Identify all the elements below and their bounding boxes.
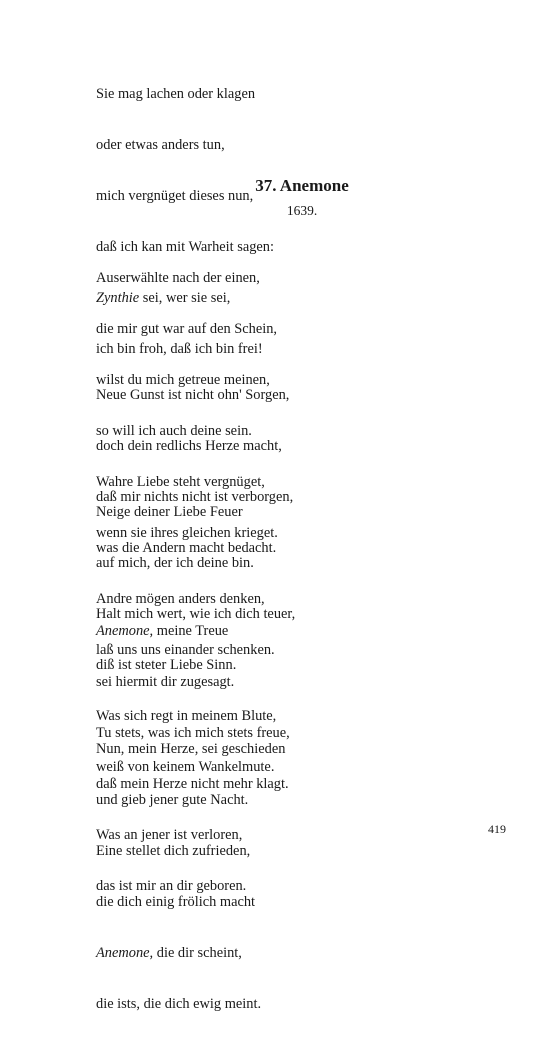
poem-line: so will ich auch deine sein. — [96, 423, 252, 439]
poem-line: daß ich kan mit Warheit sagen: — [96, 239, 275, 255]
poem-line: Was an jener ist verloren, — [96, 827, 243, 843]
poem-line: die mir gut war auf den Schein, — [96, 321, 278, 337]
poem-line: ich bin froh, daß ich bin frei! — [96, 341, 263, 357]
poem-line: das ist mir an dir geboren. — [96, 878, 247, 894]
italic-name: Anemone, — [96, 623, 154, 639]
poem-line: Eine stellet dich zufrieden, — [96, 843, 251, 859]
page-number: 419 — [488, 822, 506, 836]
poem-line: mich vergnüget dieses nun, — [96, 188, 254, 204]
poem-line-rest: sei, wer sie sei, — [142, 290, 231, 306]
poem-line — [96, 945, 496, 962]
poem-line: daß mir nichts nicht ist verborgen, — [96, 489, 294, 505]
poem-line: Neue Gunst ist nicht ohn' Sorgen, — [96, 387, 290, 403]
poem-line: Sie mag lachen oder klagen — [96, 86, 256, 102]
poem-line: weiß von keinem Wankelmute. — [96, 759, 275, 775]
poem-line: Halt mich wert, wie ich dich teuer, — [96, 606, 296, 622]
poem-line: wilst du mich getreue meinen, — [96, 372, 270, 388]
poem-line: was die Andern macht bedacht. — [96, 540, 277, 556]
poem-line: sei hiermit dir zugesagt. — [96, 674, 235, 690]
italic-name: Anemone, — [96, 945, 154, 961]
poem-line: die dich einig frölich macht — [96, 894, 256, 910]
poem-line: Was sich regt in meinem Blute, — [96, 708, 277, 724]
poem-line: wenn sie ihres gleichen krieget. — [96, 525, 278, 541]
poem-line: die ists, die dich ewig meint. — [96, 996, 262, 1012]
poem-line: Auserwählte nach der einen, — [96, 270, 260, 286]
poem-line: oder etwas anders tun, — [96, 137, 225, 153]
poem-line — [96, 623, 496, 640]
poem-title: 37. Anemone — [255, 176, 349, 195]
poem-line: laß uns uns einander schenken. — [96, 642, 275, 658]
poem-line: Nun, mein Herze, sei geschieden — [96, 741, 286, 757]
poem-stanza-5 — [96, 707, 496, 1047]
poem-line: daß mein Herze nicht mehr klagt. — [96, 776, 289, 792]
poem-year: 1639. — [286, 203, 318, 218]
poem-line: diß ist steter Liebe Sinn. — [96, 657, 237, 673]
poem-line: Wahre Liebe steht vergnüget, — [96, 474, 265, 490]
poem-line: Tu stets, was ich mich stets freue, — [96, 725, 290, 741]
poem-line: doch dein redlichs Herze macht, — [96, 438, 282, 454]
italic-name: Zynthie — [96, 290, 140, 306]
poem-line: auf mich, der ich deine bin. — [96, 555, 254, 571]
poem-line-rest: die dir scheint, — [153, 945, 242, 961]
poem-line: Andre mögen anders denken, — [96, 591, 265, 607]
poem-line: und gieb jener gute Nacht. — [96, 792, 249, 808]
poem-line-rest: meine Treue — [153, 623, 229, 639]
poem-line: Neige deiner Liebe Feuer — [96, 504, 243, 520]
